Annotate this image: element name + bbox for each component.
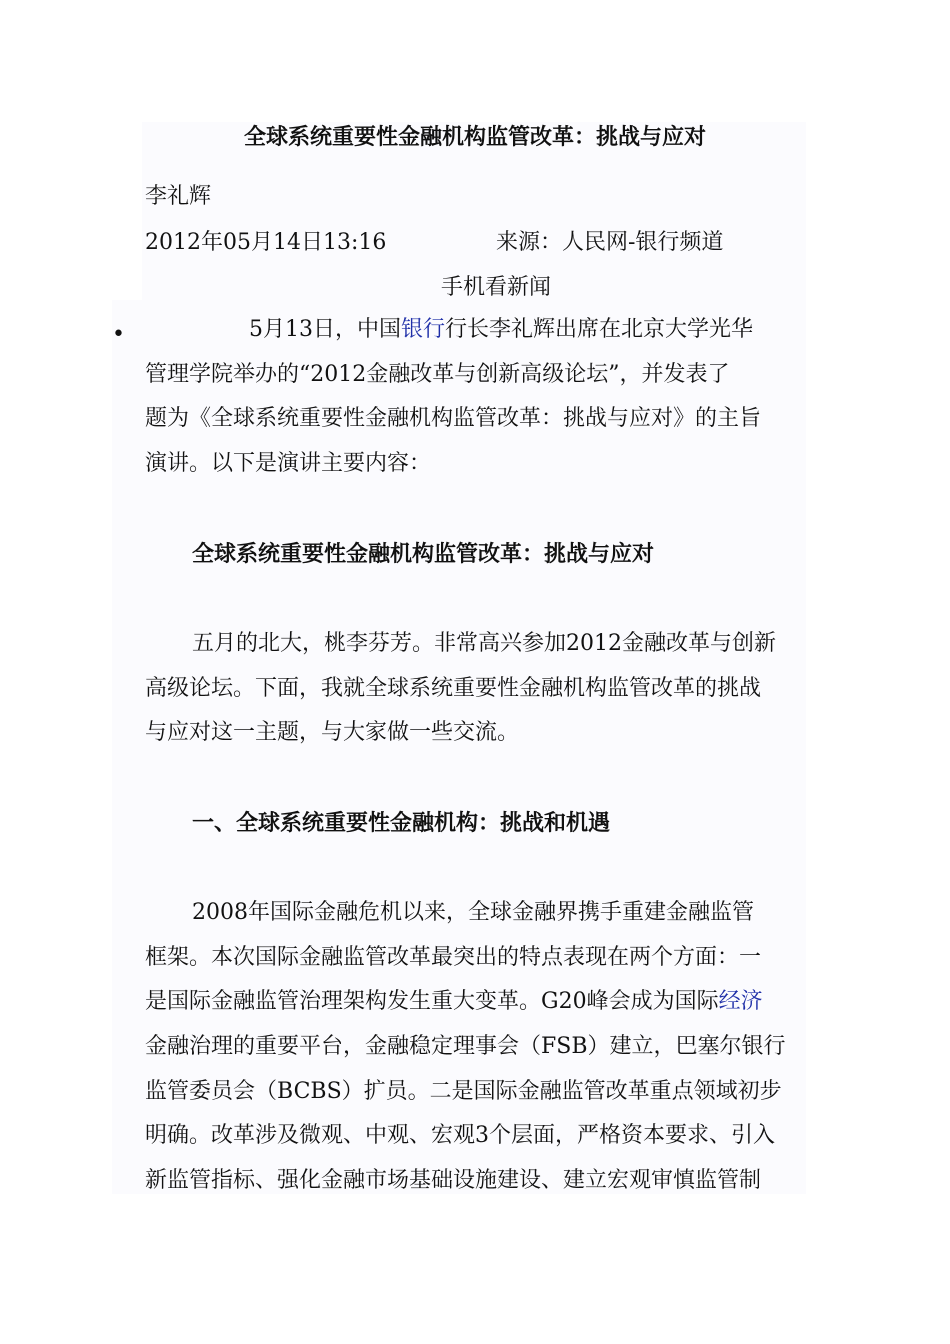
intro-line-1: 5月13日，中国银行行长李礼辉出席在北京大学光华	[249, 317, 754, 342]
intro-paragraph	[145, 308, 807, 487]
body-line-2: 框架。本次国际金融监管改革最突出的特点表现在两个方面：一	[145, 944, 762, 970]
opening-line-1: 五月的北大，桃李芬芳。非常高兴参加2012金融改革与创新	[192, 631, 776, 656]
intro-line-2: 管理学院举办的“2012金融改革与创新高级论坛”，并发表了	[145, 361, 730, 387]
body-line-6: 明确。改革涉及微观、中观、宏观3个层面，严格资本要求、引入	[145, 1123, 775, 1149]
opening-line-2: 高级论坛。下面，我就全球系统重要性金融机构监管改革的挑战	[145, 675, 762, 701]
body-line-4: 金融治理的重要平台，金融稳定理事会（FSB）建立，巴塞尔银行	[145, 1034, 786, 1060]
speech-title: 全球系统重要性金融机构监管改革：挑战与应对	[192, 542, 655, 567]
intro-line-3: 题为《全球系统重要性金融机构监管改革：挑战与应对》的主旨	[145, 406, 762, 432]
bullet-marker: •	[112, 322, 125, 347]
economy-link[interactable]: 经济	[718, 989, 763, 1015]
opening-paragraph	[145, 622, 807, 756]
article-title: 全球系统重要性金融机构监管改革：挑战与应对	[243, 125, 706, 150]
bank-link[interactable]: 银行	[401, 317, 446, 342]
intro-line-4: 演讲。以下是演讲主要内容：	[145, 451, 432, 477]
body-line-5: 监管委员会（BCBS）扩员。二是国际金融监管改革重点领域初步	[145, 1078, 782, 1104]
mobile-news-link[interactable]: 手机看新闻	[441, 275, 552, 300]
opening-line-3: 与应对这一主题，与大家做一些交流。	[145, 720, 520, 746]
section-1-paragraph	[145, 891, 807, 1204]
article-source: 来源：人民网-银行频道	[496, 230, 724, 255]
section-heading-1: 一、全球系统重要性金融机构：挑战和机遇	[192, 811, 611, 836]
publish-date: 2012年05月14日13:16	[145, 230, 387, 255]
body-line-7: 新监管指标、强化金融市场基础设施建设、建立宏观审慎监管制	[145, 1168, 762, 1194]
body-line-3: 是国际金融监管治理架构发生重大变革。G20峰会成为国际经济	[145, 989, 763, 1015]
content-background-left	[112, 300, 142, 1194]
author-name: 李礼辉	[145, 184, 212, 209]
body-line-1: 2008年国际金融危机以来，全球金融界携手重建金融监管	[192, 900, 754, 925]
